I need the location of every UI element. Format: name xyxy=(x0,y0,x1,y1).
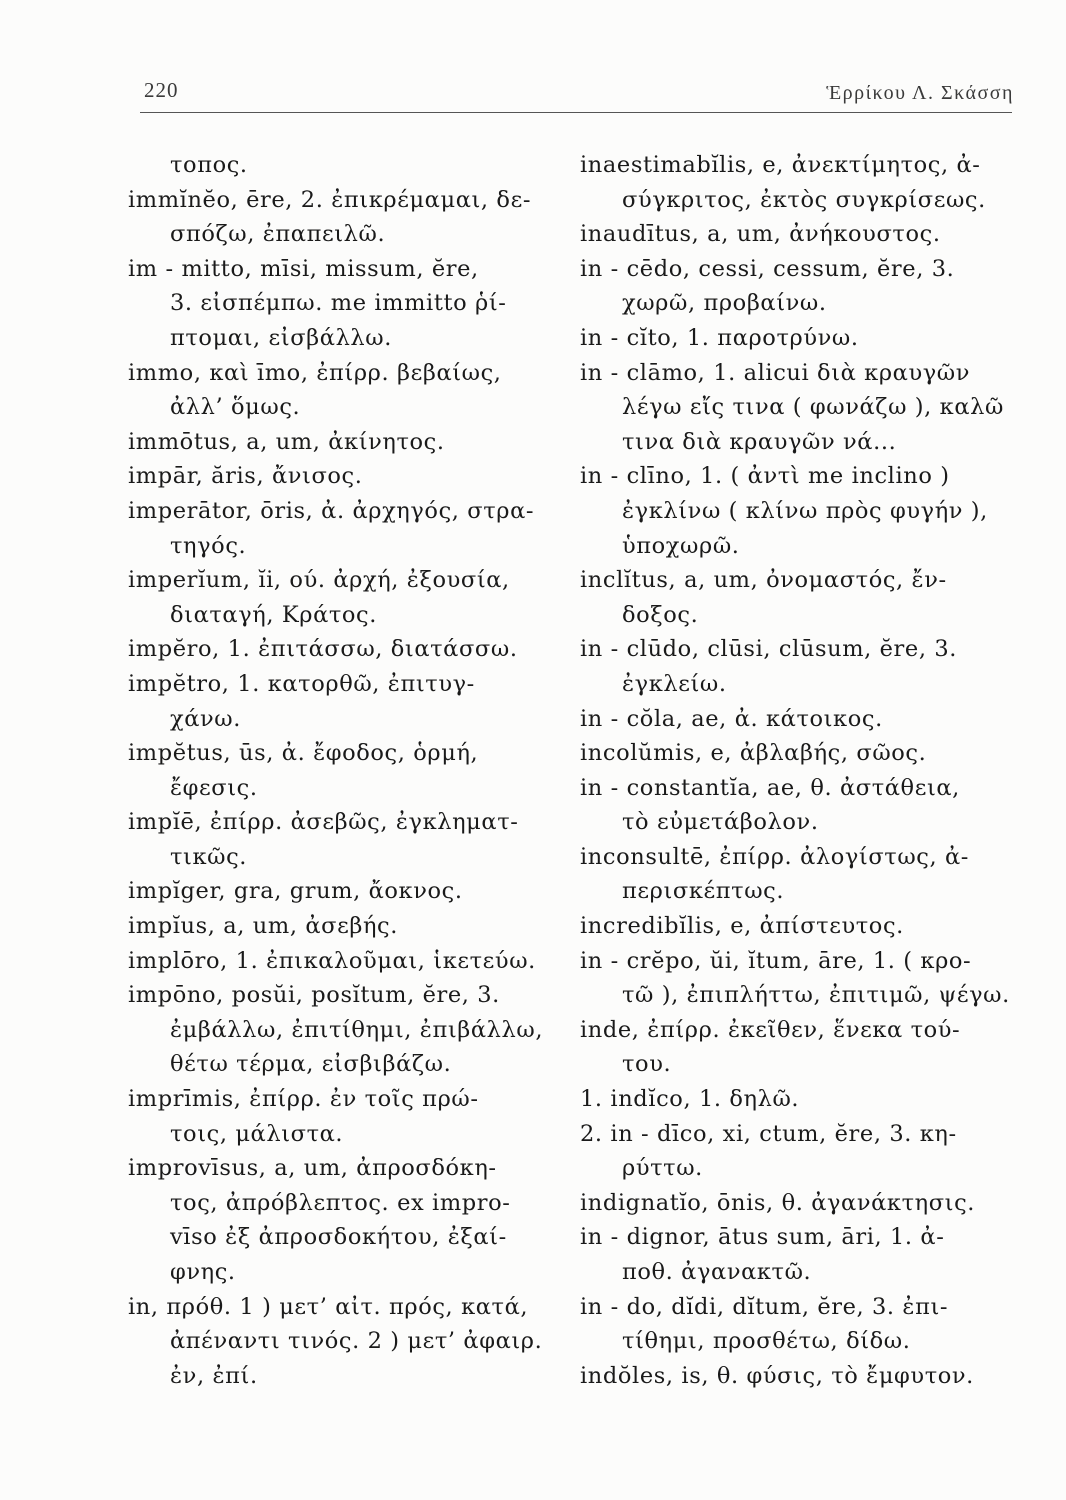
entry-headword-line: imperĭum, ĭi, ού. ἀρχή, ἐξουσία, xyxy=(128,567,510,594)
entry-continuation-line: τικῶς. xyxy=(170,843,248,870)
entry-headword-line: in - crĕpo, ŭi, ĭtum, āre, 1. ( κρο- xyxy=(580,947,972,974)
entry-continuation-line: τηγός. xyxy=(170,532,247,559)
entry-headword-line: in - clīno, 1. ( ἀντὶ me inclino ) xyxy=(580,463,950,490)
entry-continuation-line: τινα διὰ κραυγῶν νά... xyxy=(622,428,897,455)
entry-continuation-line: τοις, μάλιστα. xyxy=(170,1120,344,1147)
entry-continuation-line: πτομαι, εἰσβάλλω. xyxy=(170,324,392,351)
entry-headword-line: impōno, posŭi, posĭtum, ĕre, 3. xyxy=(128,982,500,1009)
entry-continuation-line: χάνω. xyxy=(170,705,242,732)
entry-continuation-line: ἐγκλίνω ( κλίνω πρὸς φυγήν ), xyxy=(622,497,988,524)
entry-headword-line: inaestimabĭlis, e, ἀνεκτίμητος, ἀ- xyxy=(580,152,981,178)
entry-continuation-line: τοπος. xyxy=(170,152,248,178)
entry-headword-line: in - dignor, ātus sum, āri, 1. ἀ- xyxy=(580,1224,945,1251)
entry-continuation-line: ἔφεσις. xyxy=(170,774,258,801)
entry-continuation-line: ὑποχωρῶ. xyxy=(622,532,740,559)
entry-headword-line: immĭnĕo, ēre, 2. ἐπικρέμαμαι, δε- xyxy=(128,186,532,213)
entry-headword-line: immōtus, a, um, ἀκίνητος. xyxy=(128,428,445,455)
entry-continuation-line: σύγκριτος, ἐκτὸς συγκρίσεως. xyxy=(622,186,986,213)
entry-headword-line: inde, ἐπίρρ. ἐκεῖθεν, ἕνεκα τού- xyxy=(580,1016,961,1043)
entry-headword-line: immo, καὶ īmo, ἐπίρρ. βεβαίως, xyxy=(128,359,502,386)
entry-headword-line: implōro, 1. ἐπικαλοῦμαι, ἱκετεύω. xyxy=(128,947,536,974)
entry-continuation-line: τος, ἀπρόβλεπτος. ex impro- xyxy=(170,1189,511,1216)
entry-headword-line: impĕtro, 1. κατορθῶ, ἐπιτυγ- xyxy=(128,670,475,697)
entry-continuation-line: ἐμβάλλω, ἐπιτίθημι, ἐπιβάλλω, xyxy=(170,1016,544,1043)
entry-headword-line: in - constantĭa, ae, θ. ἀστάθεια, xyxy=(580,774,960,801)
entry-headword-line: imperātor, ōris, ἀ. ἀρχηγός, στρα- xyxy=(128,497,535,524)
entry-headword-line: 2. in - dīco, xi, ctum, ĕre, 3. κη- xyxy=(580,1120,957,1147)
entry-continuation-line: ἐγκλείω. xyxy=(622,670,727,697)
entry-headword-line: im - mitto, mīsi, missum, ĕre, xyxy=(128,255,479,282)
left-column xyxy=(128,148,568,1393)
entry-continuation-line: vīso ἐξ ἀπροσδοκήτου, ἐξαί- xyxy=(170,1224,507,1251)
entry-headword-line: impĕro, 1. ἐπιτάσσω, διατάσσω. xyxy=(128,636,518,663)
entry-headword-line: in - do, dĭdi, dĭtum, ĕre, 3. ἐπι- xyxy=(580,1293,949,1320)
entry-continuation-line: 3. εἰσπέμπω. me immitto ῥί- xyxy=(170,290,507,317)
entry-headword-line: inconsultē, ἐπίρρ. ἀλογίστως, ἀ- xyxy=(580,843,969,870)
right-column xyxy=(580,148,1020,1393)
entry-headword-line: impĕtus, ūs, ἀ. ἔφοδος, ὁρμή, xyxy=(128,740,479,767)
entry-headword-line: inaudītus, a, um, ἀνήκουστος. xyxy=(580,221,941,248)
entry-continuation-line: περισκέπτως. xyxy=(622,878,785,905)
entry-headword-line: inclĭtus, a, um, ὀνομαστός, ἔν- xyxy=(580,567,947,594)
entry-headword-line: in - cĭto, 1. παροτρύνω. xyxy=(580,324,859,351)
entry-continuation-line: ρύττω. xyxy=(622,1155,703,1182)
entry-headword-line: impār, ăris, ἄνισος. xyxy=(128,463,363,490)
entry-continuation-line: τὸ εὐμετάβολον. xyxy=(622,809,819,836)
page-number: 220 xyxy=(144,78,179,102)
entry-headword-line: incolŭmis, e, ἀβλαβής, σῶος. xyxy=(580,740,927,767)
entry-continuation-line: ἀλλ’ ὅμως. xyxy=(170,394,301,421)
entry-continuation-line: φνης. xyxy=(170,1259,236,1285)
entry-headword-line: impĭus, a, um, ἀσεβής. xyxy=(128,913,398,940)
entry-continuation-line: τῶ ), ἐπιπλήττω, ἐπιτιμῶ, ψέγω. xyxy=(622,982,1010,1009)
entry-continuation-line: του. xyxy=(622,1051,672,1078)
entry-continuation-line: ἀπέναντι τινός. 2 ) μετ’ ἀφαιρ. xyxy=(170,1328,543,1355)
entry-continuation-line: σπόζω, ἐπαπειλῶ. xyxy=(170,221,386,248)
header-rule xyxy=(140,112,1012,113)
entry-continuation-line: ποθ. ἀγανακτῶ. xyxy=(622,1259,812,1285)
entry-headword-line: in - cēdo, cessi, cessum, ĕre, 3. xyxy=(580,255,955,282)
entry-headword-line: improvīsus, a, um, ἀπροσδόκη- xyxy=(128,1155,497,1182)
entry-headword-line: indignatĭo, ōnis, θ. ἀγανάκτησις. xyxy=(580,1189,976,1216)
entry-headword-line: indŏles, is, θ. φύσις, τὸ ἔμφυτον. xyxy=(580,1362,974,1389)
entry-headword-line: in - cŏla, ae, ἀ. κάτοικος. xyxy=(580,705,883,732)
entry-continuation-line: διαταγή, Κράτος. xyxy=(170,601,378,628)
page-header xyxy=(140,74,1018,110)
entry-headword-line: impĭger, gra, grum, ἄοκνος. xyxy=(128,878,463,905)
entry-headword-line: in, πρόθ. 1 ) μετ’ αἰτ. πρός, κατά, xyxy=(128,1293,529,1320)
entry-headword-line: impĭē, ἐπίρρ. ἀσεβῶς, ἐγκληματ- xyxy=(128,809,519,836)
entry-continuation-line: ἐν, ἐπί. xyxy=(170,1362,258,1389)
entry-continuation-line: θέτω τέρμα, εἰσβιβάζω. xyxy=(170,1051,452,1078)
entry-headword-line: imprīmis, ἐπίρρ. ἐν τοῖς πρώ- xyxy=(128,1086,479,1113)
entry-headword-line: 1. indĭco, 1. δηλῶ. xyxy=(580,1086,800,1113)
running-head: Ἑρρίκου Λ. Σκάσση xyxy=(826,82,1014,104)
entry-continuation-line: δοξος. xyxy=(622,601,699,628)
entry-continuation-line: χωρῶ, προβαίνω. xyxy=(622,290,827,317)
entry-continuation-line: λέγω εἴς τινα ( φωνάζω ), καλῶ xyxy=(622,394,1004,421)
entry-continuation-line: τίθημι, προσθέτω, δίδω. xyxy=(622,1328,911,1355)
entry-headword-line: in - clūdo, clūsi, clūsum, ĕre, 3. xyxy=(580,636,957,663)
entry-headword-line: in - clāmo, 1. alicui διὰ κραυγῶν xyxy=(580,359,971,386)
entry-headword-line: incredibĭlis, e, ἀπίστευτος. xyxy=(580,913,904,940)
